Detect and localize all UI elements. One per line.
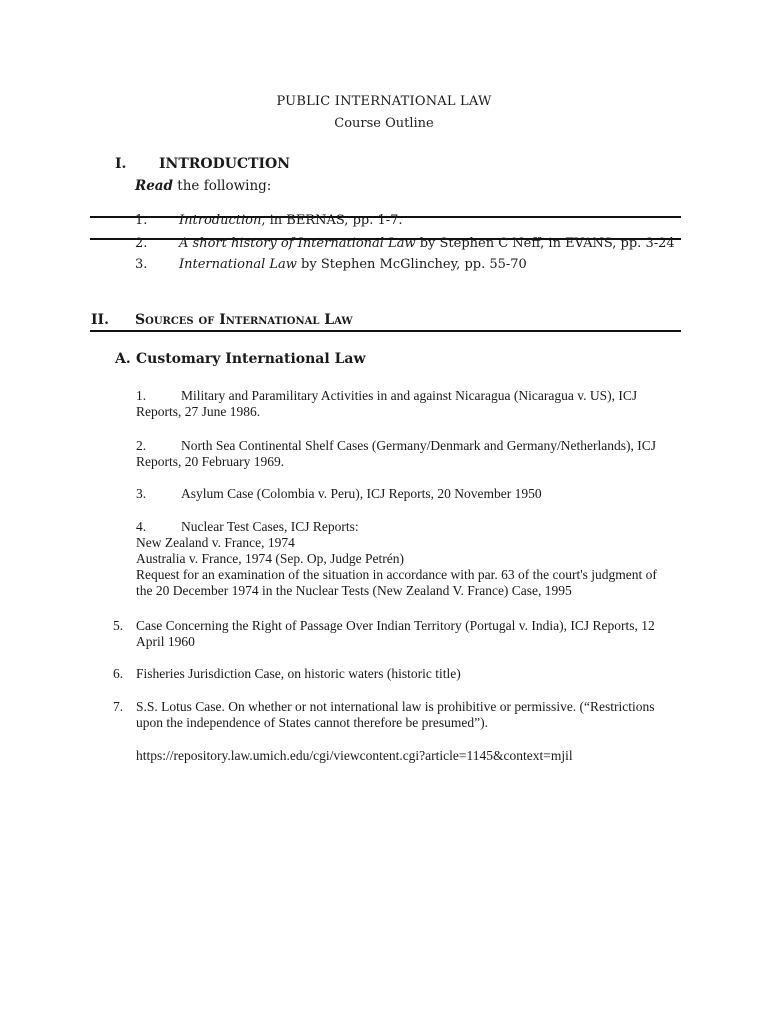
case-text: Case Concerning the Right of Passage Over Indian Territory (Portugal v. India), ICJ Reports, 12 bbox=[136, 618, 655, 633]
case-text: New Zealand v. France, 1974 bbox=[136, 535, 295, 550]
reading-title: International Law bbox=[179, 257, 297, 272]
case-item bbox=[136, 438, 696, 470]
document-subtitle: Course Outline bbox=[334, 116, 434, 131]
case-number: 5. bbox=[113, 618, 124, 633]
case-text: Asylum Case (Colombia v. Peru), ICJ Reports, 20 November 1950 bbox=[181, 486, 542, 501]
case-text: S.S. Lotus Case. On whether or not international law is prohibitive or permissive. (“Restrictions bbox=[136, 699, 655, 714]
case-number: 3. bbox=[136, 486, 147, 501]
case-text: Reports, 27 June 1986. bbox=[136, 404, 261, 419]
case-number: 2. bbox=[136, 438, 147, 453]
case-text: Reports, 20 February 1969. bbox=[136, 454, 285, 469]
reading-source: by Stephen McGlinchey, pp. 55-70 bbox=[296, 257, 527, 272]
case-text: the 20 December 1974 in the Nuclear Tests (New Zealand V. France) Case, 1995 bbox=[136, 583, 572, 598]
reading-title: A short history of International Law bbox=[179, 236, 416, 251]
reading-source: by Stephen C Neff, in EVANS, pp. 3-24 bbox=[415, 236, 675, 251]
subsection-letter: A. bbox=[115, 351, 131, 367]
section-1-number: I. bbox=[115, 156, 127, 172]
case-number: 4. bbox=[136, 519, 147, 534]
case-number: 1. bbox=[136, 388, 147, 403]
read-rest: the following: bbox=[177, 178, 272, 194]
reading-number: 2. bbox=[135, 236, 148, 251]
subsection-title: Customary International Law bbox=[136, 351, 366, 367]
section-1-title: INTRODUCTION bbox=[159, 156, 291, 172]
reading-number: 1. bbox=[135, 213, 148, 228]
case-text: Military and Paramilitary Activities in and against Nicaragua (Nicaragua v. US), ICJ bbox=[181, 388, 638, 403]
reading-item bbox=[135, 257, 527, 272]
reading-item bbox=[135, 236, 675, 251]
section-2-title: Sources of International Law bbox=[135, 312, 353, 328]
case-item bbox=[136, 618, 696, 650]
case-text: North Sea Continental Shelf Cases (Germany/Denmark and Germany/Netherlands), ICJ bbox=[181, 438, 656, 453]
section-2-rule bbox=[90, 330, 681, 332]
case-number: 7. bbox=[113, 699, 124, 714]
case-text: April 1960 bbox=[136, 634, 195, 649]
case-text: upon the independence of States cannot therefore be presumed”). bbox=[136, 715, 488, 730]
section-2-number: II. bbox=[91, 312, 109, 328]
case-item bbox=[136, 519, 696, 599]
reading-item bbox=[135, 213, 403, 228]
document-title: PUBLIC INTERNATIONAL LAW bbox=[276, 94, 492, 109]
reading-number: 3. bbox=[135, 257, 148, 272]
case-text: Fisheries Jurisdiction Case, on historic waters (historic title) bbox=[136, 666, 461, 681]
case-text: Nuclear Test Cases, ICJ Reports: bbox=[181, 519, 359, 534]
case-item bbox=[136, 666, 696, 682]
case-text: Australia v. France, 1974 (Sep. Op, Judge Petrén) bbox=[136, 551, 404, 566]
read-instruction bbox=[135, 178, 271, 194]
case-text: Request for an examination of the situation in accordance with par. 63 of the court's judgment of bbox=[136, 567, 657, 582]
reading-title: Introduction bbox=[179, 213, 262, 228]
reading-source: , in BERNAS, pp. 1-7. bbox=[261, 213, 403, 228]
case-item bbox=[136, 486, 696, 502]
case-link[interactable]: https://repository.law.umich.edu/cgi/viewcontent.cgi?article=1145&context=mjil bbox=[136, 748, 573, 763]
read-label: Read bbox=[135, 178, 173, 194]
case-number: 6. bbox=[113, 666, 124, 681]
case-item bbox=[136, 699, 696, 731]
case-item bbox=[136, 388, 696, 420]
